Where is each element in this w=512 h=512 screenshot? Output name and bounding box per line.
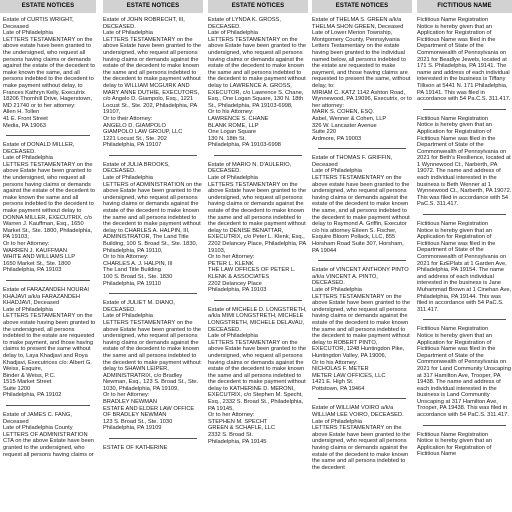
column-header: ESTATE NOTICES xyxy=(312,0,412,13)
notice-lynda-gross xyxy=(208,17,308,149)
notice-vincent-pinto xyxy=(312,267,412,392)
notice-text: Estate of THOMAS F. GRIFFIN, Deceased Late of Philadelphia LETTERS TESTAMENTARY on the above estate have been granted to the undersigned, who request all persons having claims or demands against the estate of the decedent to make known the same, and all persons indebted to the decedent to make payment without delay to Raymond A. Griffin, Executor c/o his attorney Eileen S. Fischer, Esquire Bloom Pollack, LLC, 855 Horsham Road Suite 307, Horsham, PA 19044 xyxy=(312,155,410,254)
notice-beadlye-jewels xyxy=(417,17,512,103)
notice-text: ESTATE OF KATHERINE xyxy=(103,445,168,452)
notice-divider xyxy=(6,280,90,281)
notice-text: Estate of JAMES C. FANG, Deceased Late of Philadelphia County LETTERS OF ADMINISTRATION CTA on the above Estate have been granted to the undersigned, who request all persons having claims or xyxy=(3,412,94,458)
notice-text: Fictitious Name Registration Notice is hereby given that an Application for Registration of Fictitious Name was filed in the Department of State of the Commonwealth of Pennsylvania on 2021 for EzEPlats at 1 Garden Ave, Philadelphia, PA 19154. The name and address of each individual interested in the business is Jane Muhammad Brown at 1 Cinehan Ave, Philadelphia, PA 19144. This was filed in accordance with 54 PaC.S. 311.417. xyxy=(417,221,512,313)
notice-divider xyxy=(318,148,406,149)
notice-julia-brooks xyxy=(103,162,203,287)
estate-notices-column-4 xyxy=(312,0,412,512)
notice-divider xyxy=(214,300,302,301)
notice-text: Estate of MICHELE D. LONGSTRETH, a/k/a MIMI LONGSTRETH, MICHELE LONGSTRETH, MICHELE DELAVAU, DECEASED. Late of Philadelphia LETTERS TESTAMENTARY on the above Estate have been granted to the undersigned, who request all persons having claims or demands against the estate of the decedent to make known the same and all persons indebted to the decedent to make payment without delay to KATHERINE D. MERONI, EXECUTRIX, c/o Stephen M. Specht, Esq., 2332 S. Broad St., Philadelphia, PA 19145, Or to her Attorney: STEPHEN M. SPECHT GREEN & SCHAFLE, LLC 2332 S. Broad St. Philadelphia, PA 19145 xyxy=(208,306,307,445)
notice-divider xyxy=(423,109,506,110)
notice-text: Estate of JOHN ROBRECHT, III, DECEASED. Late of Philadelphia LETTERS TESTAMENTARY on the above Estate have been granted to the undersigned, who request all persons having claims or demands against the estate of the decedent to make known the same and all persons indebted to the decedent to make payment without delay to WILLIAM MCGUIRK AND MARY ANNE DUTHIE, EXECUTORS, c/o Angelo D. Giampolo, Esq., 1221 Locust St., Ste. 202, Philadelphia, PA 19107, Or to their Attorney: ANGELO D. GIAMPOLO GIAMPOLO LAW GROUP, LLC 1221 Locust St., Ste. 202 Philadelphia, PA 19107 xyxy=(103,17,202,149)
notice-divider xyxy=(318,398,406,399)
notice-farazandeh-khajavi xyxy=(0,287,96,399)
notice-divider xyxy=(6,405,90,406)
notice-text: Fictitious Name Registration Notice is hereby given that an Application for Registration of Fictitious Name was filed in the Department of State of the Commonwealth of Pennsylvania on 2021 for Beth's Resilience, located at 1 Wynnewood Ct., Narberth, PA 19072. The name and address of each individual interested in the business is Beth Wenner at 1 Wynnewood Ct., Narberth, PA 19072. This was filed in accordance with 54 PaC.S. 311.417. xyxy=(417,115,512,208)
column-header: ESTATE NOTICES xyxy=(0,0,96,13)
notice-text: Estate of LYNDA K. GROSS, DECEASED. Late of Philadelphia LETTERS TESTAMENTARY on the above Estate have been granted to the undersigned, who request all persons having claims or demands against the estate of the decedent to make known the same and all persons indebted to the decedent to make payment without delay to LAWRENCE A. GROSS, EXECUTOR, c/o Lawrence S. Chane, Esq., One Logan Square, 130 N. 18th St., Philadelphia, PA 19103-6998, Or to his Attorney: LAWRENCE S. CHANE BLANK ROME, LLP One Logan Square 130 N. 18th St. Philadelphia, PA 19103-6998 xyxy=(208,17,307,149)
column-header: ESTATE NOTICES xyxy=(208,0,308,13)
notice-land-community xyxy=(417,326,512,418)
notice-divider xyxy=(214,155,302,156)
notice-text: Fictitious Name Registration Notice is hereby given that an Application for Registration of Fictitious Name xyxy=(417,431,492,458)
notice-divider xyxy=(6,135,90,136)
notice-text: Estate of CURTIS WRIGHT, Deceased Late of Philadelphia LETTERS TESTAMENTARY on the above estate have been granted to the undersigned, who request all persons having claims or demands against the estate of the decedent to make known the same, and all persons indebted to the decedent to make payment without delay, to Frances Kathryn Kelly, Executrix 18206 Thornhill Drive, Hagerstown, MD 21740 or to her attorney: Allen H. Tollen 41 E. Front Street Media, PA 19063 xyxy=(3,17,96,129)
notice-text: Estate of FARAZANDEH NOURAI KHAJAVI a/k/a FARAZANDEH KHADJAVI, Deceased Late of Philadelphia LETTERS TESTAMENTARY on the above estate having been granted to the undersigned, all persons indebted to the estate are requested to make payment, and those having claims to present the same without delay to, Laya Khadjavi and Roya Khadjavi, Executrices c/o: Albert G. Weiss, Esquire, Binder & Weiss, P.C. 1515 Market Street Suite 1200 Philadelphia, PA 19102 xyxy=(3,286,96,399)
fictitious-name-column xyxy=(417,0,512,512)
notice-text: Estate of JULIET M. DIANO, DECEASED. Late of Philadelphia LETTERS TESTAMENTARY on the above Estate have been granted to the undersigned, who request all persons having claims or demands against the estate of the decedent to make known the same and all persons indebted to the decedent to make payment without delay to SHAWN LEIPER, ADMINISTRATRIX, c/o Bradley Newman, Esq., 123 S. Broad St., Ste. 1030, Philadelphia, PA 19109, Or to her Attorney: BRADLEY NEWMAN ESTATE AND ELDER LAW OFFICE OF BRADLEY NEWMAN 123 S. Broad St., Ste. 1030 Philadelphia, PA 19109 xyxy=(103,300,202,432)
notice-text: Estate of MARIO N. D'AULERIO, DECEASED. Late of Philadelphia LETTERS TESTAMENTARY on the above Estate have been granted to the undersigned, who request all persons having claims or demands against the estate of the decedent to make known the same and all persons indebted to the decedent to make payment without delay to DENISE BENATTAR, EXECUTRIX, c/o Peter L. Klenk, Esq., 2202 Delancey Place, Philadelphia, PA 19103, Or to her Attorney: PETER L. KLENK THE LAW OFFICES OF PETER L. KLENK & ASSOCIATES 2202 Delancey Place Philadelphia, PA 19103 xyxy=(208,161,307,294)
estate-notices-column-1 xyxy=(0,0,96,512)
notice-thelma-green xyxy=(312,17,412,142)
notice-curtis-wright xyxy=(0,17,96,129)
notice-divider xyxy=(109,155,197,156)
notice-katherine xyxy=(103,445,203,452)
notice-juliet-diano xyxy=(103,300,203,432)
estate-notices-column-2 xyxy=(103,0,203,512)
notice-john-robrecht xyxy=(103,17,203,149)
notice-text: Estate of WILLIAM VOIRO a/k/a WILLIAM LEE VOIRO, DECEASED. Late of Philadelphia LETTERS TESTAMENTARY on the above Estate have been granted to the undersigned, who request all persons having claims or demands against the estate of the decedent to make known the same and all persons indebted to the decedent xyxy=(312,405,411,471)
notice-michele-longstreth xyxy=(208,307,308,445)
estate-notices-column-3 xyxy=(208,0,308,512)
notice-text: Estate of DONALD MILLER, DECEASED. Late of Philadelphia LETTERS TESTAMENTARY on the above Estate have been granted to the undersigned, who request all persons having claims or demands against the estate of the decedent to make known the same and all persons indebted to the decedent to make payment without delay to DONNA MILLER, EXECUTRIX, c/o Warren J. Kauffman, Esq., 1650 Market St., Ste. 1800, Philadelphia, PA 19103, Or to her Attorney: WARREN J. KAUFFMAN WHITE AND WILLIAMS LLP 1650 Market St., Ste. 1800 Philadelphia, PA 19103 xyxy=(3,142,96,274)
notice-text: Fictitious Name Registration Notice is hereby given that an Application for Registration of Fictitious Name was filed in the Department of State of the Commonwealth of Pennsylvania on 2021 for Land Community Unscaping at 317 Hamilton Ave, Trooper, PA 19438. The name and address of each individual interested in the business is Land Community Unscaping at 317 Hamilton Ave, Trooper, PA 19438. This was filed in accordance with 54 PaC.S. 311.417. xyxy=(417,326,511,419)
notice-text: Fictitious Name Registration Notice is hereby given that an Application for Registration of Fictitious Name was filed in the Department of State of the Commonwealth of Pennsylvania on 2021 for Beadlye Jewels, located at 171 S. Philadelphia, PA 19141. The name and address of each individual interested in the business is Tiffany Tillison at 5441 N. 171 Philadelphia, PA 19141. This was filed in accordance with 54 Pa.C.S. 311.417. xyxy=(417,17,511,103)
notice-divider xyxy=(423,214,506,215)
column-header: FICTITIOUS NAME xyxy=(417,0,512,13)
notice-divider xyxy=(109,438,197,439)
notice-text: Estate of THELMA S. GREEN a/k/a THELMA SHON GREEN, Deceased Late of Lower Merion Township, Montgomery County, Pennsylvania Letters Testamentary on the estate having been granted to the individual named below, all persons indebted to the estate are requested to make payment, and those having claims are requested to present the same, without delay, to: MIRIAM C. KATZ 1142 Ashton Road, Wynnewood, PA 19096, Executrix, or to her attorney: MARK S. COHEN, ESQ. Asbel, Wenner & Cohen, LLP 326 W. Lancaster Avenue Suite 220 Ardmore, PA 19003 xyxy=(312,17,412,142)
notice-divider xyxy=(423,425,506,426)
notice-william-voiro xyxy=(312,405,412,471)
notice-divider xyxy=(109,293,197,294)
notice-divider xyxy=(423,319,506,320)
notice-divider xyxy=(318,260,406,261)
notice-james-fang xyxy=(0,412,96,458)
notice-text: Estate of JULIA BROOKS, DECEASED. Late of Philadelphia LETTERS of ADMINISTRATION on the above Estate have been granted to the undersigned, who request all persons having claims or demands against the estate of the decedent to make known the same and all persons indebted to the decedent to make payment without delay to CHARLES A. HALPIN, III, ADMINISTRATOR, The Land Title Building, 100 S. Broad St., Ste. 1830, Philadelphia, PA 19110, Or to his Attorney: CHARLES A. J. HALPIN, III The Land Title Building 100 S. Broad St., Ste. 1830 Philadelphia, PA 19110 xyxy=(103,161,202,287)
column-header: ESTATE NOTICES xyxy=(103,0,203,13)
notice-ezeplats xyxy=(417,221,512,313)
notice-thomas-griffin xyxy=(312,155,412,254)
notice-beths-resilience xyxy=(417,116,512,208)
notice-fictitious-partial xyxy=(417,432,512,458)
notice-mario-daulerio xyxy=(208,162,308,294)
notice-text: Estate of VINCENT ANTHONY PINTO a/k/a VINCENT A. PINTO, DECEASED. Late of Philadelphia LETTERS TESTAMENTARY on the above Estate have been granted to the undersigned, who request all persons having claims or demands against the estate of the decedent to make known the same and all persons indebted to the decedent to make payment without delay to ROBERT PINTO, EXECUTOR, 1248 Huntingdon Pike, Huntingdon Valley, PA 19006, Or to his Attorney: NICHOLAS F. METER METER LAW OFFICES, LLC 1421 E. High St. Pottstown, PA 19464 xyxy=(312,267,411,392)
notice-donald-miller xyxy=(0,142,96,274)
